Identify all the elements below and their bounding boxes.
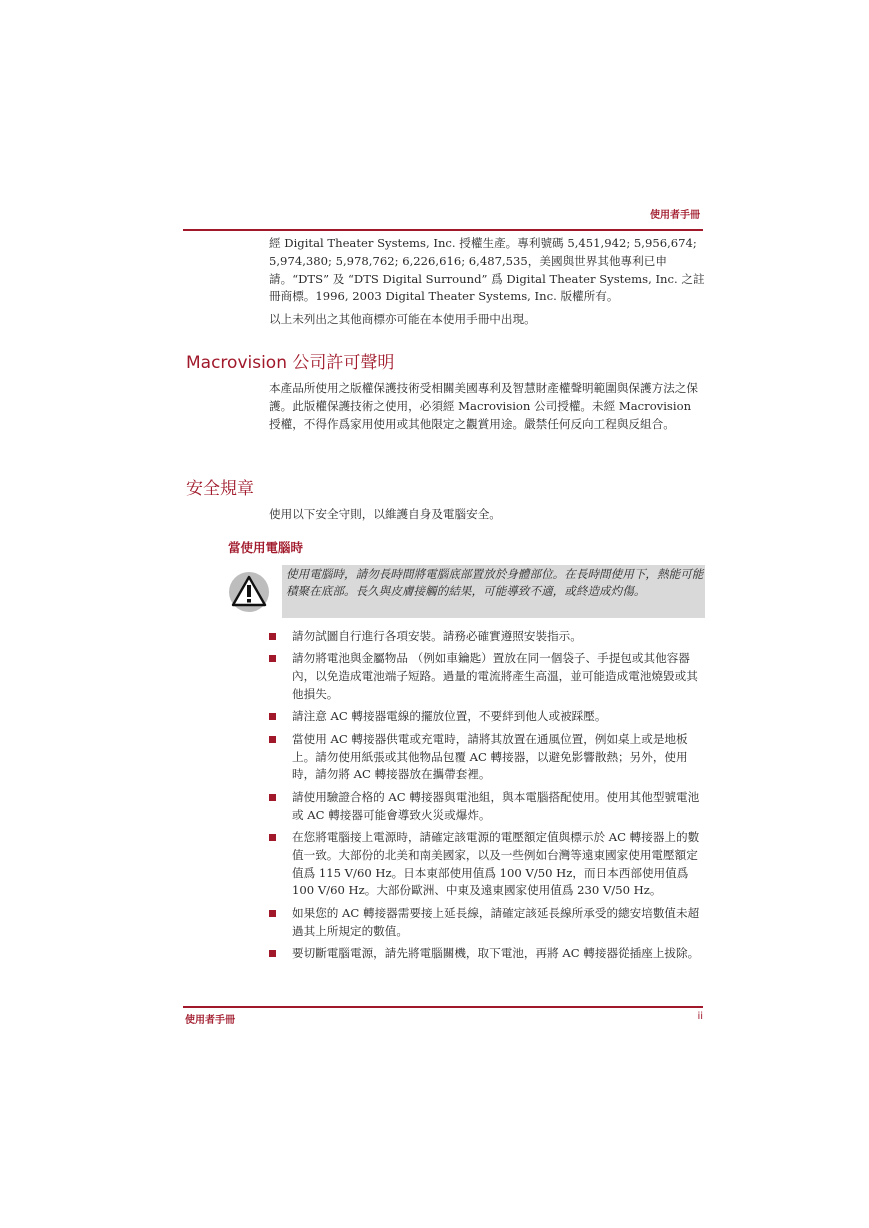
safety-guidelines-list <box>269 628 705 967</box>
dts-notice <box>269 235 705 329</box>
list-item: 請使用驗證合格的 AC 轉接器與電池組，與本電腦搭配使用。使用其他型號電池或 AC 轉接器可能會導致火災或爆炸。 <box>269 789 705 825</box>
list-item: 請注意 AC 轉接器電線的擺放位置，不要絆到他人或被踩壓。 <box>269 708 705 726</box>
other-trademarks-note: 以上未列出之其他商標亦可能在本使用手冊中出現。 <box>269 312 536 327</box>
macrovision-section <box>269 380 705 433</box>
bullet-square-icon <box>269 950 276 957</box>
caution-text: 使用電腦時，請勿長時間將電腦底部置放於身體部位。在長時間使用下，熱能可能積聚在底部。長久與皮膚接觸的結果，可能導致不適，或終造成灼傷。 <box>286 567 704 599</box>
bullet-square-icon <box>269 910 276 917</box>
list-item: 要切斷電腦電源，請先將電腦關機，取下電池，再將 AC 轉接器從插座上拔除。 <box>269 945 705 963</box>
page-number: ii <box>697 1011 703 1022</box>
macrovision-section-title: Macrovision 公司許可聲明 <box>186 353 395 373</box>
bullet-square-icon <box>269 834 276 841</box>
bullet-square-icon <box>269 655 276 662</box>
warning-triangle-icon <box>228 571 270 613</box>
bullet-square-icon <box>269 736 276 743</box>
bullet-square-icon <box>269 633 276 640</box>
caution-notice <box>228 565 705 618</box>
list-item: 如果您的 AC 轉接器需要接上延長線，請確定該延長線所承受的總安培數值未超過其上所規定的數值。 <box>269 905 705 941</box>
macrovision-paragraph: 本產品所使用之版權保護技術受相關美國專利及智慧財產權聲明範圍與保護方法之保護。此版權保護技術之使用，必須經 Macrovision 公司授權。未經 Macrovision 授權，不得作爲家用使用或其他限定之觀賞用途。嚴禁任何反向工程與反組合。 <box>269 381 698 431</box>
list-item: 請勿將電池與金屬物品 （例如車鑰匙）置放在同一個袋子、手提包或其他容器內，以免造成電池端子短路。過量的電流將產生高溫，並可能造成電池燒毀或其他損失。 <box>269 650 705 703</box>
bullet-square-icon <box>269 794 276 801</box>
list-item: 在您將電腦接上電源時，請確定該電源的電壓額定值與標示於 AC 轉接器上的數值一致。大部份的北美和南美國家，以及一些例如台灣等遠東國家使用電壓額定值爲 115 V/60 Hz。日本東部使用值爲 100 V/50 Hz，而日本西部使用值爲 100 V/60 Hz。大部份歐洲、中東及遠東國家使用值爲 230 V/50 Hz。 <box>269 829 705 900</box>
list-item: 當使用 AC 轉接器供電或充電時，請將其放置在通風位置，例如桌上或是地板上。請勿使用紙張或其他物品包覆 AC 轉接器，以避免影響散熱；另外，使用時，請勿將 AC 轉接器放在攜帶套裡。 <box>269 731 705 784</box>
using-computer-subtitle: 當使用電腦時 <box>228 540 304 555</box>
dts-notice-paragraph: 經 Digital Theater Systems, Inc. 授權生產。專利號碼 5,451,942; 5,956,674; 5,974,380; 5,978,762; 6,226,616; 6,487,535，美國與世界其他專利已申請。“DTS” 及 “DTS Digital Surround” 爲 Digital Theater Systems, Inc. 之註冊商標。1996, 2003 Digital Theater Systems, Inc. 版權所有。 <box>269 236 705 304</box>
list-item: 請勿試圖自行進行各項安裝。請務必確實遵照安裝指示。 <box>269 628 705 646</box>
page-header-label: 使用者手冊 <box>650 210 700 221</box>
safety-intro: 使用以下安全守則，以維護自身及電腦安全。 <box>269 507 501 521</box>
header-rule <box>183 229 703 231</box>
footer-rule <box>183 1006 703 1008</box>
safety-section-title: 安全規章 <box>186 479 254 499</box>
bullet-square-icon <box>269 713 276 720</box>
page-footer-label: 使用者手冊 <box>185 1015 235 1026</box>
